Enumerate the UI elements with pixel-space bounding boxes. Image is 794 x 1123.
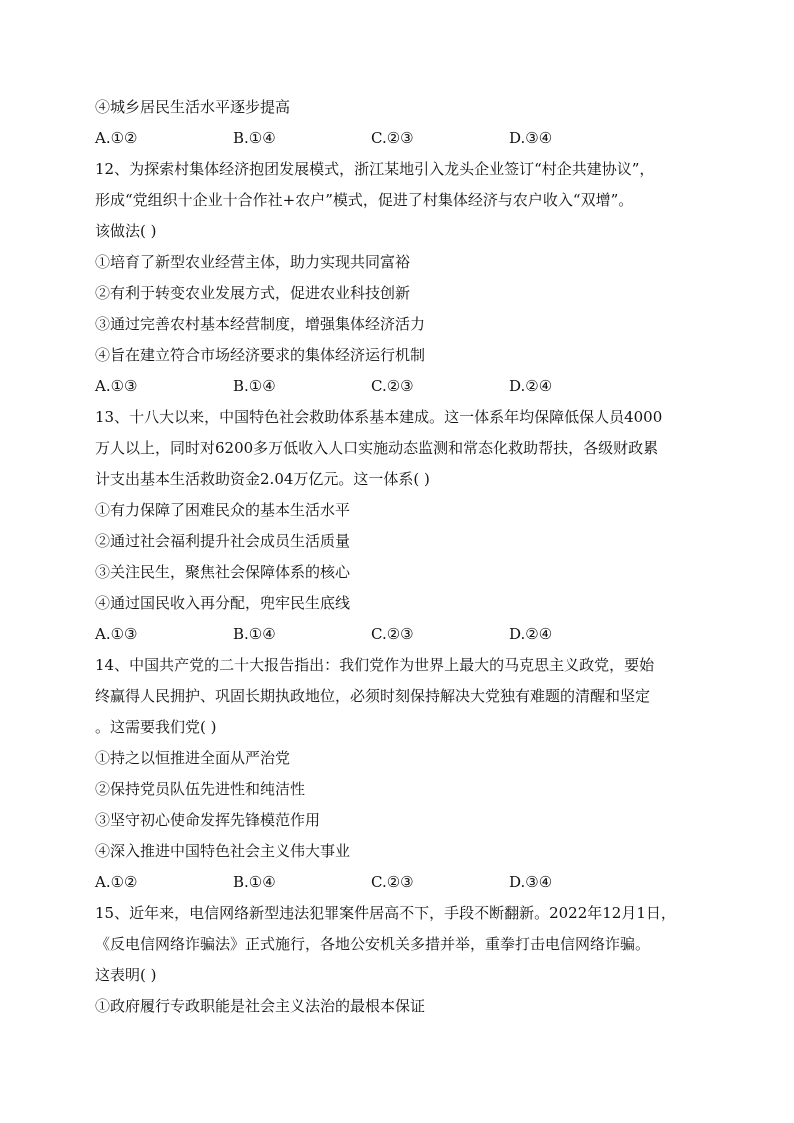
q12-options	[95, 376, 705, 396]
q12-statement-1: ①培育了新型农业经营主体，助力实现共同富裕	[95, 253, 411, 271]
q12-statement-4: ④旨在建立符合市场经济要求的集体经济运行机制	[95, 346, 426, 364]
q15-stem-line-1: 15、近年来，电信网络新型违法犯罪案件居高不下，手段不断翻新。2022年12月1日，	[95, 904, 676, 922]
q11-option-c: C.②③	[371, 129, 414, 147]
q12-stem-line-3: 该做法( )	[95, 222, 157, 240]
q12-stem-line-2: 形成“党组织十企业十合作社+农户”模式，促进了村集体经济与农户收入“双增”。	[95, 191, 634, 209]
q14-stem-line-2: 终赢得人民拥护、巩固长期执政地位，必须时刻保持解决大党独有难题的清醒和坚定	[95, 687, 651, 705]
q14-stem-line-3: 。这需要我们党( )	[95, 718, 217, 736]
q12-option-c: C.②③	[371, 377, 414, 395]
q14-option-b: B.①④	[233, 873, 276, 891]
q11-statement-4: ④城乡居民生活水平逐步提高	[95, 98, 291, 116]
q13-option-d: D.②④	[509, 625, 553, 643]
q14-stem-line-1: 14、中国共产党的二十大报告指出：我们党作为世界上最大的马克思主义政党，要始	[95, 656, 655, 674]
q12-option-d: D.②④	[509, 377, 553, 395]
q14-statement-3: ③坚守初心使命发挥先锋模范作用	[95, 811, 321, 829]
q11-option-d: D.③④	[509, 129, 553, 147]
q13-statement-1: ①有力保障了困难民众的基本生活水平	[95, 501, 351, 519]
q13-options	[95, 624, 705, 644]
q12-statement-3: ③通过完善农村基本经营制度，增强集体经济活力	[95, 315, 426, 333]
q15-stem-line-2: 《反电信网络诈骗法》正式施行，各地公安机关多措并举，重拳打击电信网络诈骗。	[95, 935, 651, 953]
q11-option-a: A.①②	[95, 129, 138, 147]
q13-option-c: C.②③	[371, 625, 414, 643]
q11-option-b: B.①④	[233, 129, 276, 147]
q12-option-a: A.①③	[95, 377, 138, 395]
q12-stem-line-1: 12、为探索村集体经济抱团发展模式，浙江某地引入龙头企业签订“村企共建协议”，	[95, 160, 655, 178]
q14-statement-2: ②保持党员队伍先进性和纯洁性	[95, 780, 306, 798]
q13-option-a: A.①③	[95, 625, 138, 643]
q14-option-d: D.③④	[509, 873, 553, 891]
q13-stem-line-1: 13、十八大以来，中国特色社会救助体系基本建成。这一体系年均保障低保人员4000	[95, 408, 663, 426]
q15-stem-line-3: 这表明( )	[95, 966, 157, 984]
q13-statement-2: ②通过社会福利提升社会成员生活质量	[95, 532, 351, 550]
q14-options	[95, 872, 705, 892]
q15-statement-1: ①政府履行专政职能是社会主义法治的最根本保证	[95, 997, 426, 1015]
q13-stem-line-3: 计支出基本生活救助资金2.04万亿元。这一体系( )	[95, 470, 430, 488]
q13-statement-3: ③关注民生，聚焦社会保障体系的核心	[95, 563, 351, 581]
q13-option-b: B.①④	[233, 625, 276, 643]
q11-options	[95, 128, 705, 148]
q12-option-b: B.①④	[233, 377, 276, 395]
q14-statement-1: ①持之以恒推进全面从严治党	[95, 749, 291, 767]
q12-statement-2: ②有利于转变农业发展方式，促进农业科技创新	[95, 284, 411, 302]
q14-statement-4: ④深入推进中国特色社会主义伟大事业	[95, 842, 351, 860]
q13-statement-4: ④通过国民收入再分配，兜牢民生底线	[95, 594, 351, 612]
q14-option-c: C.②③	[371, 873, 414, 891]
q14-option-a: A.①②	[95, 873, 138, 891]
q13-stem-line-2: 万人以上，同时对6200多万低收入人口实施动态监测和常态化救助帮扶，各级财政累	[95, 439, 659, 457]
